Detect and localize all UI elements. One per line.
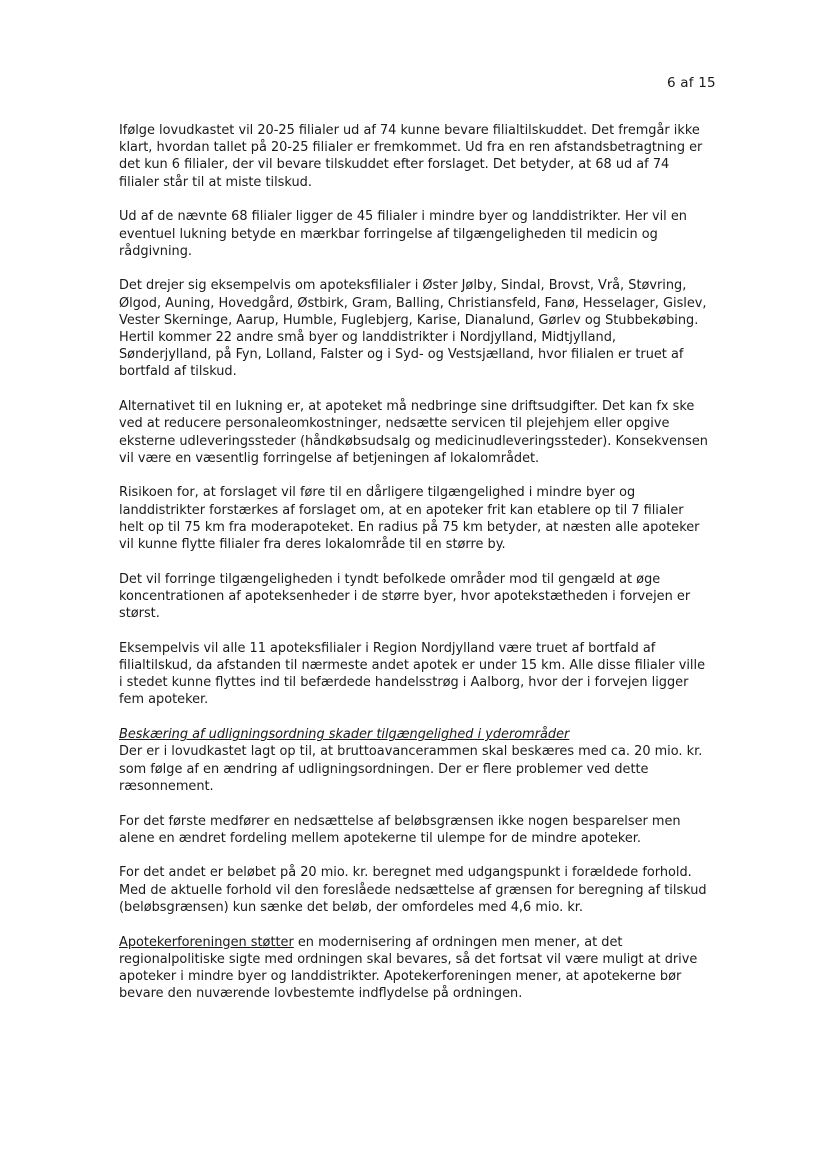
paragraph-town-list: Det drejer sig eksempelvis om apoteksfilialer i Øster Jølby, Sindal, Brovst, Vrå, Støvring, Ølgod, Auning, Hovedgård, Østbirk, Gram, Balling, Christiansfeld, Fanø, Hesselager, Gislev, Vester Skerninge, Aarup, Humble, Fuglebjerg, Karise, Dianalund, Gørlev og Stubbekøbing. Hertil kommer 22 andre små byer og landdistrikter i Nordjylland, Midtjylland, Sønderjylland, på Fyn, Lolland, Falster og i Syd- og Vestsjælland, hvor filialen er truet af bortfald af tilskud. bbox=[119, 278, 707, 380]
section-heading: Beskæring af udligningsordning skader tilgængelighed i yderområder bbox=[119, 727, 570, 743]
paragraph-risk: Risikoen for, at forslaget vil føre til en dårligere tilgængelighed i mindre byer og landdistrikter forstærkes af forslaget om, at en apoteker frit kan etablere op til 7 filialer helt op til 75 km fra moderapoteket. En radius på 75 km betyder, at næsten alle apoteker vil kunne flytte filialer fra deres lokalområde til en større by. bbox=[119, 485, 700, 553]
paragraph-alternative: Alternativet til en lukning er, at apoteket må nedbringe sine driftsudgifter. Det kan fx ske ved at reducere personaleomkostninger, nedsætte servicen til plejehjem eller opgive eksterne udleveringssteder (håndkøbsudsalg og medicinudleveringssteder). Konsekvensen vil være en væsentlig forringelse af betjeningen af lokalområdet. bbox=[119, 399, 708, 466]
paragraph-filial-count: Ifølge lovudkastet vil 20-25 filialer ud af 74 kunne bevare filialtilskuddet. Det fremgår ikke klart, hvordan tallet på 20-25 filialer er fremkommet. Ud fra en ren afstandsbetragtning er det kun 6 filialer, der vil bevare tilskuddet efter forslaget. Det betyder, at 68 ud af 74 filialer står til at miste tilskud. bbox=[119, 123, 703, 190]
page-number: 6 af 15 bbox=[667, 75, 716, 91]
paragraph-association-position bbox=[119, 934, 709, 1003]
paragraph-first-point: For det første medfører en nedsættelse af beløbsgrænsen ikke nogen besparelser men alene en ændret fordeling mellem apotekerne til ulempe for de mindre apoteker. bbox=[119, 813, 681, 846]
paragraph-bruttoavance: Der er i lovudkastet lagt op til, at bruttoavancerammen skal beskæres med ca. 20 mio. kr. som følge af en ændring af udligningsordningen. Der er flere problemer ved dette ræsonnement. bbox=[119, 744, 703, 794]
paragraph-second-point: For det andet er beløbet på 20 mio. kr. beregnet med udgangspunkt i forældede forhold. Med de aktuelle forhold vil den foreslåede nedsættelse af grænsen for beregning af tilskud (beløbsgrænsen) kun sænke det beløb, der omfordeles med 4,6 mio. kr. bbox=[119, 865, 707, 915]
association-text: en modernisering af ordningen men mener, at det regionalpolitiske sigte med ordningen skal bevares, så det fortsat vil være muligt at drive apoteker i mindre byer og landdistrikter. Apotekerforeningen mener, at apotekerne bør bevare den nuværende lovbestemte indflydelse på ordningen. bbox=[119, 934, 698, 1002]
document-body bbox=[119, 122, 709, 1002]
paragraph-rural-impact: Ud af de nævnte 68 filialer ligger de 45 filialer i mindre byer og landdistrikter. Her vil en eventuel lukning betyde en mærkbar forringelse af tilgængeligheden til medicin og rådgivning. bbox=[119, 209, 687, 259]
paragraph-nordjylland: Eksempelvis vil alle 11 apoteksfilialer i Region Nordjylland være truet af bortfald af filialtilskud, da afstanden til nærmeste andet apotek er under 15 km. Alle disse filialer ville i stedet kunne flyttes ind til befærdede handelsstrøg i Aalborg, hvor der i forvejen ligger fem apoteker. bbox=[119, 640, 706, 708]
association-lead: Apotekerforeningen støtter bbox=[119, 934, 294, 950]
paragraph-concentration: Det vil forringe tilgængeligheden i tyndt befolkede områder mod til gengæld at øge koncentrationen af apoteksenheder i de større byer, hvor apotekstætheden i forvejen er størst. bbox=[119, 571, 691, 622]
